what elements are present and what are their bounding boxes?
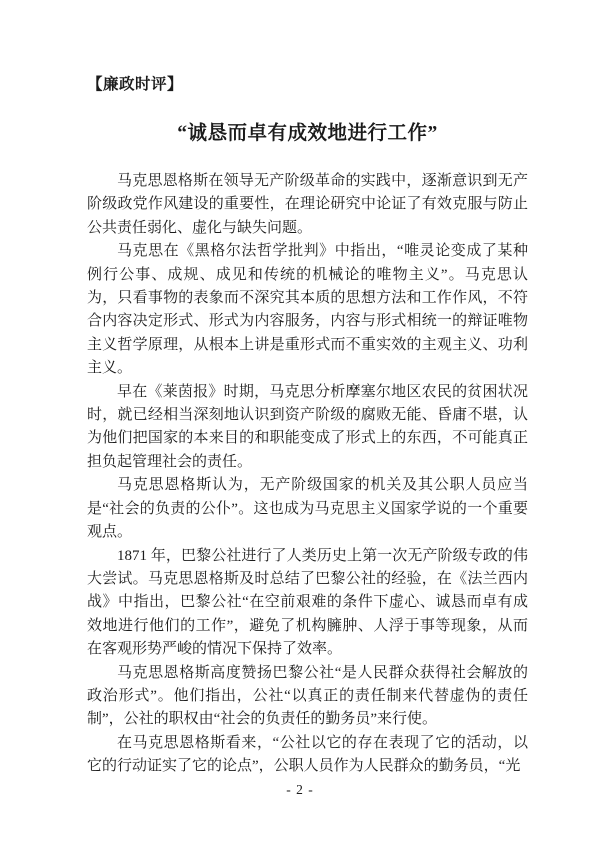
paragraph-5: 1871 年，巴黎公社进行了人类历史上第一次无产阶级专政的伟大尝试。马克思恩格斯及时总结了巴黎公社的经验，在《法兰西内战》中指出，巴黎公社“在空前艰难的条件下虚心、诚恳而卓有成效地进行他们的工作”，避免了机构臃肿、人浮于事等现象，从而在客观形势严峻的情况下保持了效率。 (87, 547, 528, 658)
paragraph-2: 马克思在《黑格尔法哲学批判》中指出，“唯灵论变成了某种例行公事、成规、成见和传统的机械论的唯物主义”。马克思认为，只看事物的表象而不深究其本质的思想方法和工作作风，不符合内容决定形式、形式为内容服务，内容与形式相统一的辩证唯物主义哲学原理，从根本上讲是重形式而不重实效的主观主义、功利主义。 (87, 243, 528, 377)
paragraph-3: 早在《莱茵报》时期，马克思分析摩塞尔地区农民的贫困状况时，就已经相当深刻地认识到资产阶级的腐败无能、昏庸不堪，认为他们把国家的本来目的和职能变成了形式上的东西，不可能真正担负起管理社会的责任。 (87, 383, 528, 470)
section-tag: 【廉政时评】 (87, 76, 184, 93)
page-number: - 2 - (286, 782, 314, 797)
paragraph-7: 在马克思恩格斯看来，“公社以它的存在表现了它的活动，以它的行动证实了它的论点”，公职人员作为人民群众的勤务员，“光 (87, 734, 528, 775)
document-body (87, 170, 528, 779)
page-title: “诚恳而卓有成效地进行工作” (177, 123, 438, 144)
paragraph-1: 马克思恩格斯在领导无产阶级革命的实践中，逐渐意识到无产阶级政党作风建设的重要性，在理论研究中论证了有效克服与防止公共责任弱化、虚化与缺失问题。 (87, 173, 528, 236)
paragraph-4: 马克思恩格斯认为，无产阶级国家的机关及其公职人员应当是“社会的负责的公仆”。这也成为马克思主义国家学说的一个重要观点。 (87, 477, 528, 541)
paragraph-6: 马克思恩格斯高度赞扬巴黎公社“是人民群众获得社会解放的政治形式”。他们指出，公社“以真正的责任制来代替虚伪的责任制”，公社的职权由“社会的负责任的勤务员”来行使。 (87, 664, 528, 728)
